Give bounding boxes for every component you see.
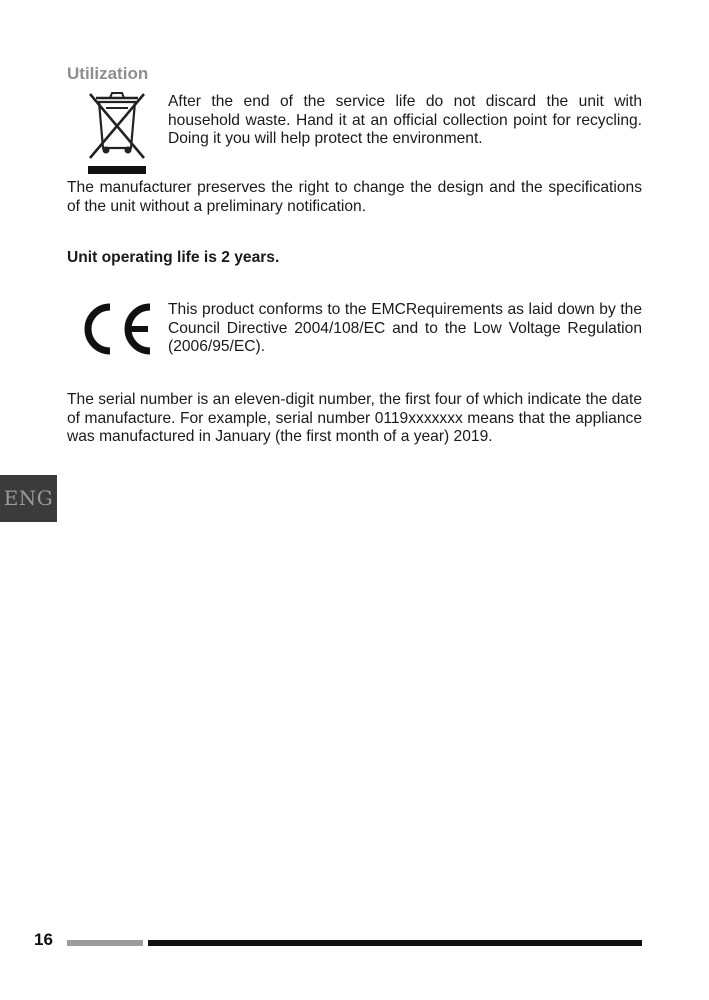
operating-life-statement: Unit operating life is 2 years. — [67, 249, 280, 266]
crossed-out-wheelie-bin-icon — [82, 86, 152, 176]
disposal-notice: After the end of the service life do not discard the unit with household waste. Hand it at an official collection point for recycling. Doing it you will help protect the environment. — [168, 93, 642, 148]
footer-bar-long — [148, 940, 642, 946]
page-number: 16 — [34, 930, 53, 949]
language-tab: ENG — [0, 475, 57, 522]
footer-bar-short — [67, 940, 143, 946]
ce-conformity-text: This product conforms to the EMCRequirements as laid down by the Council Directive 2004/108/EC and to the Low Voltage Regulation (2006/95/EC). — [168, 301, 642, 356]
serial-number-note: The serial number is an eleven-digit number, the first four of which indicate the date of manufacture. For example, serial number 0119xxxxxxx means that the appliance was manufactured in January (the first month of a year) 2019. — [67, 391, 642, 446]
ce-mark-icon — [80, 301, 154, 357]
section-title: Utilization — [67, 64, 149, 83]
manufacturer-notice: The manufacturer preserves the right to change the design and the specifications of the unit without a preliminary notification. — [67, 179, 642, 215]
